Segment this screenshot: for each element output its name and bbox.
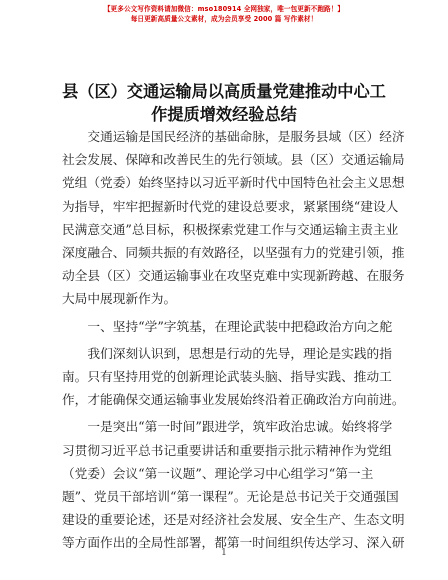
text-line: 动全县（区）交通运输事业在攻坚克难中实现新跨越、在服务 (62, 268, 405, 284)
heading-text: 一、坚持“学”字筑基，在理论武装中把稳政治方向之舵 (87, 318, 393, 334)
text-line: 交通运输是国民经济的基础命脉，是服务县域（区）经济 (87, 129, 405, 144)
text-line: 题”、党员干部培训“第一课程”。无论是总书记关于交通强国 (62, 489, 399, 505)
promo-banner (0, 4, 448, 24)
document-body (62, 125, 405, 559)
text-line: 一是突出“第一时间”跟进学，筑牢政治忠诚。始终将学 (87, 419, 393, 435)
text-line: 大局中展现新作为。 (62, 291, 177, 307)
text-line: 等方面作出的全局性部署，都第一时间组织传达学习、深入研 (62, 535, 405, 551)
title-line-2: 作提质增效经验总结 (151, 105, 297, 124)
title-line-1: 县（区）交通运输局以高质量党建推动中心工 (62, 82, 386, 101)
text-line: 南。只有坚持用党的创新理论武装头脑、指导实践、推动工 (62, 369, 392, 385)
page-number: 1 (221, 548, 227, 558)
text-line: 我们深刻认识到，思想是行动的先导，理论是实践的指 (87, 345, 392, 361)
text-line: 社会发展、保障和改善民生的先行领域。县（区）交通运输局 (62, 152, 405, 168)
paragraph-2 (62, 342, 405, 412)
paragraph-3 (62, 415, 405, 554)
section-heading-1 (62, 315, 393, 338)
text-line: 为指导，牢牢把握新时代党的建设总要求，紧紧围绕“建设人 (62, 198, 399, 214)
text-line: 党组（党委）始终坚持以习近平新时代中国特色社会主义思想 (62, 175, 405, 191)
text-line: （党委）会议“第一议题”、理论学习中心组学习“第一主 (62, 465, 374, 481)
promo-line-1: 【更多公文写作资料请加微信：mso180914 全网独家，唯一包更新不跑路！】 (103, 5, 345, 13)
text-line: 建设的重要论述，还是对经济社会发展、安全生产、生态文明 (62, 512, 405, 528)
text-line: 民满意交通”总目标，积极探索党建工作与交通运输主责主业 (62, 221, 399, 237)
text-line: 作，才能确保交通运输事业发展始终沿着正确政治方向前进。 (62, 392, 405, 408)
text-line: 习贯彻习近平总书记重要讲话和重要指示批示精神作为党组 (62, 442, 392, 458)
document-title (40, 80, 408, 126)
paragraph-intro (62, 125, 405, 311)
promo-line-2: 每日更新高质量公文素材，成为会员享受 2000 篇 写作素材！ (130, 15, 318, 23)
text-line: 深度融合、同频共振的有效路径，以坚强有力的党建引领，推 (62, 245, 405, 261)
